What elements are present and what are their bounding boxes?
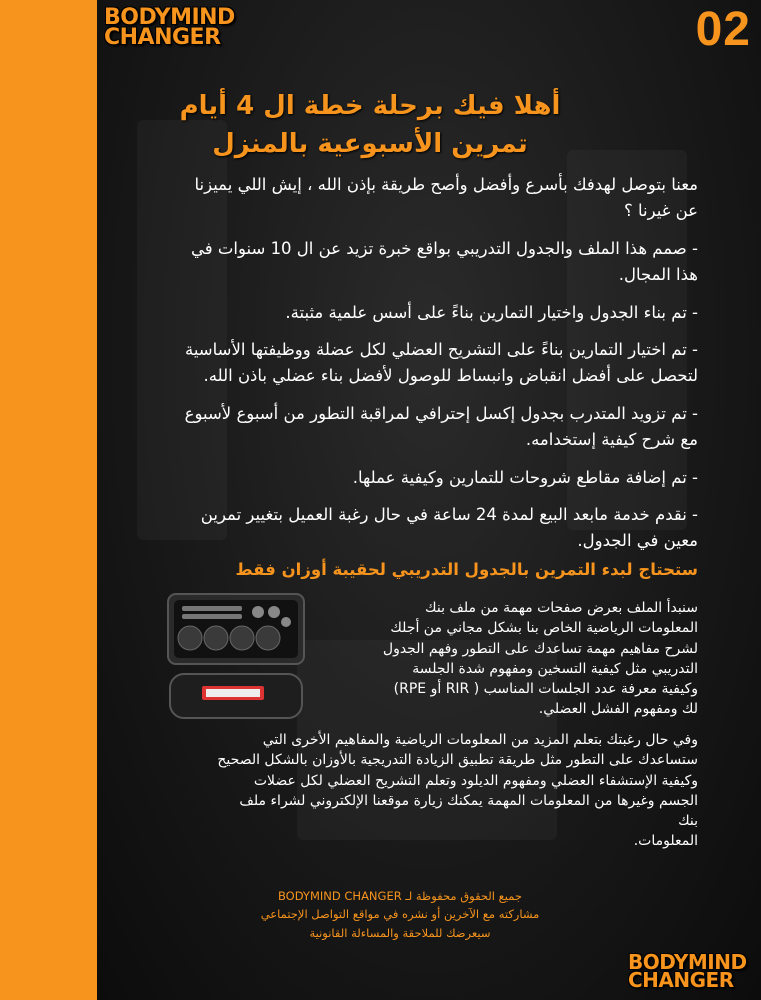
dumbbell-case-image xyxy=(162,592,310,722)
info-line: الجسم وغيرها من المعلومات المهمة يمكنك زيارة موقعنا الإلكتروني لشراء ملف xyxy=(239,792,698,809)
brand-line-2: CHANGER xyxy=(628,968,734,993)
info-line: بنك xyxy=(678,813,698,830)
info-line: ستساعدك على التطور مثل طريقة تطبيق الزيادة التدريجية بالأوزان بالشكل الصحيح xyxy=(217,752,698,769)
brand-line-2: CHANGER xyxy=(104,25,221,51)
page-title xyxy=(120,88,620,163)
description-line: سنبدأ الملف بعرض صفحات مهمة من ملف بنك xyxy=(425,600,698,616)
info-line: وكيفية الإستشفاء العضلي ومفهوم الديلود وتعلم التشريح العضلي لكل عضلات xyxy=(253,772,698,789)
equipment-description xyxy=(318,598,698,720)
description-line: وكيفية معرفة عدد الجلسات المناسب ( RIR أو RPE) xyxy=(393,681,698,698)
description-line: التدريبي مثل كيفية التسخين ومفهوم شدة الجلسة xyxy=(412,660,698,677)
brand-line-1: BODYMIND xyxy=(628,950,747,974)
feature-item: - نقدم خدمة مابعد البيع لمدة 24 ساعة في حال رغبة العميل بتغيير تمرين معين في الجدول. xyxy=(200,504,698,551)
feature-item: - تم بناء الجدول واختيار التمارين بناءً على أسس علمية مثبتة. xyxy=(285,302,698,322)
brand-line-1: BODYMIND xyxy=(104,5,235,30)
title-line-1: أهلا فيك برحلة خطة ال 4 أيام xyxy=(179,91,561,121)
copyright-notice xyxy=(200,887,600,942)
equipment-subheading: ستحتاج لبدء التمرين بالجدول التدريبي لحقيبة أوزان فقط xyxy=(235,560,698,579)
feature-item: - تم تزويد المتدرب بجدول إكسل إحترافي لمراقبة التطور من أسبوع لأسبوع مع شرح كيفية إستخدامه. xyxy=(184,403,698,450)
intro-paragraph: معنا بتوصل لهدفك بأسرع وأفضل وأصح طريقة بإذن الله ، إيش اللي يميزنا عن غيرنا ؟ xyxy=(194,175,698,221)
info-bank-paragraph xyxy=(160,730,698,852)
copyright-line: سيعرضك للملاحقة والمساءلة القانونية xyxy=(309,925,491,940)
feature-item: - صمم هذا الملف والجدول التدريبي بواقع خبرة تزيد عن ال 10 سنوات في هذا المجال. xyxy=(190,238,698,285)
description-line: المعلومات الرياضية الخاص بنا بشكل مجاني من أجلك xyxy=(390,620,698,637)
copyright-line: مشاركته مع الآخرين أو نشره في مواقع التواصل الإجتماعي xyxy=(260,907,540,922)
page-number: 02 xyxy=(695,3,751,56)
copyright-line: جميع الحقوق محفوظة لـ BODYMIND CHANGER xyxy=(277,889,523,903)
title-line-2: تمرين الأسبوعية بالمنزل xyxy=(212,128,528,159)
brand-logo-bottom xyxy=(628,950,747,993)
feature-item: - تم إضافة مقاطع شروحات للتمارين وكيفية عملها. xyxy=(352,467,698,487)
info-line: المعلومات. xyxy=(633,833,698,850)
info-line: وفي حال رغبتك بتعلم المزيد من المعلومات الرياضية والمفاهيم الأخرى التي xyxy=(262,732,698,748)
feature-item: - تم اختيار التمارين بناءً على التشريح العضلي لكل عضلة ووظيفتها الأساسية لتحصل على أفضل انقباض وانبساط للوصول لأفضل بناء عضلي باذن الله. xyxy=(184,339,698,386)
description-line: لك ومفهوم الفشل العضلي. xyxy=(538,701,698,718)
brand-logo-top xyxy=(104,5,235,51)
features-text xyxy=(178,172,698,566)
description-line: لشرح مفاهيم مهمة تساعدك على التطور وفهم الجدول xyxy=(382,640,698,657)
